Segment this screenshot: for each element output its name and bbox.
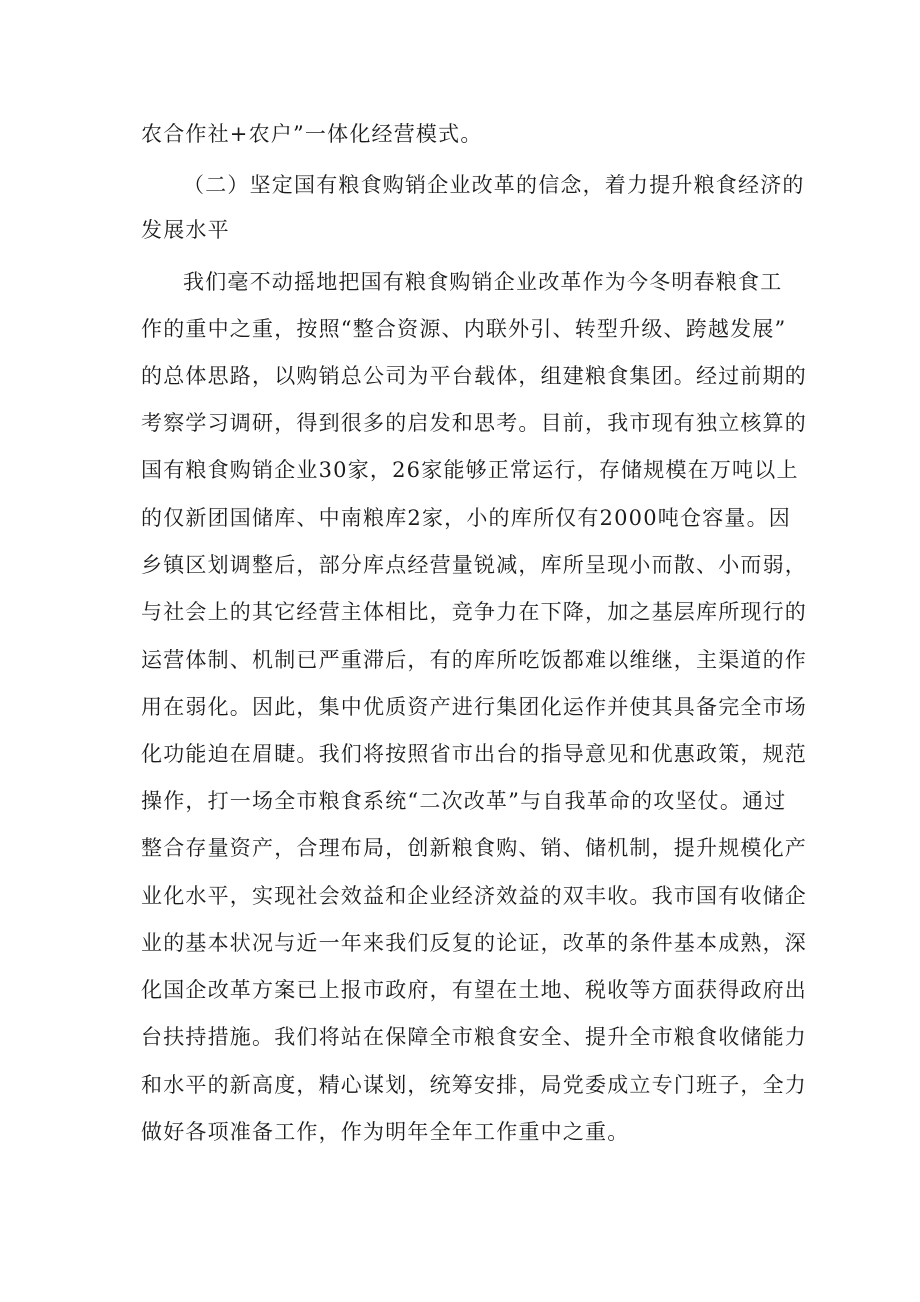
paragraph-last-line: 做好各项准备工作，作为明年全年工作重中之重。 — [141, 1120, 630, 1144]
paragraph-line: 操作，打一场全市粮食系统“二次改革”与自我革命的攻坚仗。通过 — [141, 789, 787, 813]
paragraph-line: 国有粮食购销企业30家，26家能够正常运行，存储规模在万吨以上 — [141, 458, 799, 482]
section-heading: （二）坚定国有粮食购销企业改革的信念，着力提升粮食经济的 — [183, 173, 805, 197]
paragraph-line: 考察学习调研，得到很多的启发和思考。目前，我市现有独立核算的 — [141, 411, 807, 435]
paragraph-line: 用在弱化。因此，集中优质资产进行集团化运作并使其具备完全市场 — [141, 695, 807, 719]
section-heading-continued: 发展水平 — [141, 218, 230, 242]
paragraph-line: 业的基本状况与近一年来我们反复的论证，改革的条件基本成熟，深 — [141, 931, 807, 955]
paragraph-line: 化功能迫在眉睫。我们将按照省市出台的指导意见和优惠政策，规范 — [141, 742, 807, 766]
paragraph-line: 业化水平，实现社会效益和企业经济效益的双丰收。我市国有收储企 — [141, 884, 807, 908]
paragraph-line: 化国企改革方案已上报市政府，有望在土地、税收等方面获得政府出 — [141, 978, 807, 1002]
paragraph-line: 作的重中之重，按照“整合资源、内联外引、转型升级、跨越发展” — [141, 317, 787, 341]
paragraph-line: 的总体思路，以购销总公司为平台载体，组建粮食集团。经过前期的 — [141, 364, 807, 388]
text-line: 农合作社+农户”一体化经营模式。 — [141, 122, 483, 146]
paragraph-line: 与社会上的其它经营主体相比，竞争力在下降，加之基层库所现行的 — [141, 600, 807, 624]
paragraph-line: 整合存量资产，合理布局，创新粮食购、销、储机制，提升规模化产 — [141, 836, 807, 860]
paragraph-line: 和水平的新高度，精心谋划，统筹安排，局党委成立专门班子，全力 — [141, 1073, 807, 1097]
paragraph-line: 的仅新团国储库、中南粮库2家，小的库所仅有2000吨仓容量。因 — [141, 506, 792, 530]
paragraph-line: 乡镇区划调整后，部分库点经营量锐减，库所呈现小而散、小而弱， — [141, 553, 807, 577]
paragraph-line: 台扶持措施。我们将站在保障全市粮食安全、提升全市粮食收储能力 — [141, 1025, 807, 1049]
paragraph-line: 我们毫不动摇地把国有粮食购销企业改革作为今冬明春粮食工 — [183, 270, 783, 294]
paragraph-line: 运营体制、机制已严重滞后，有的库所吃饭都难以维继，主渠道的作 — [141, 648, 807, 672]
